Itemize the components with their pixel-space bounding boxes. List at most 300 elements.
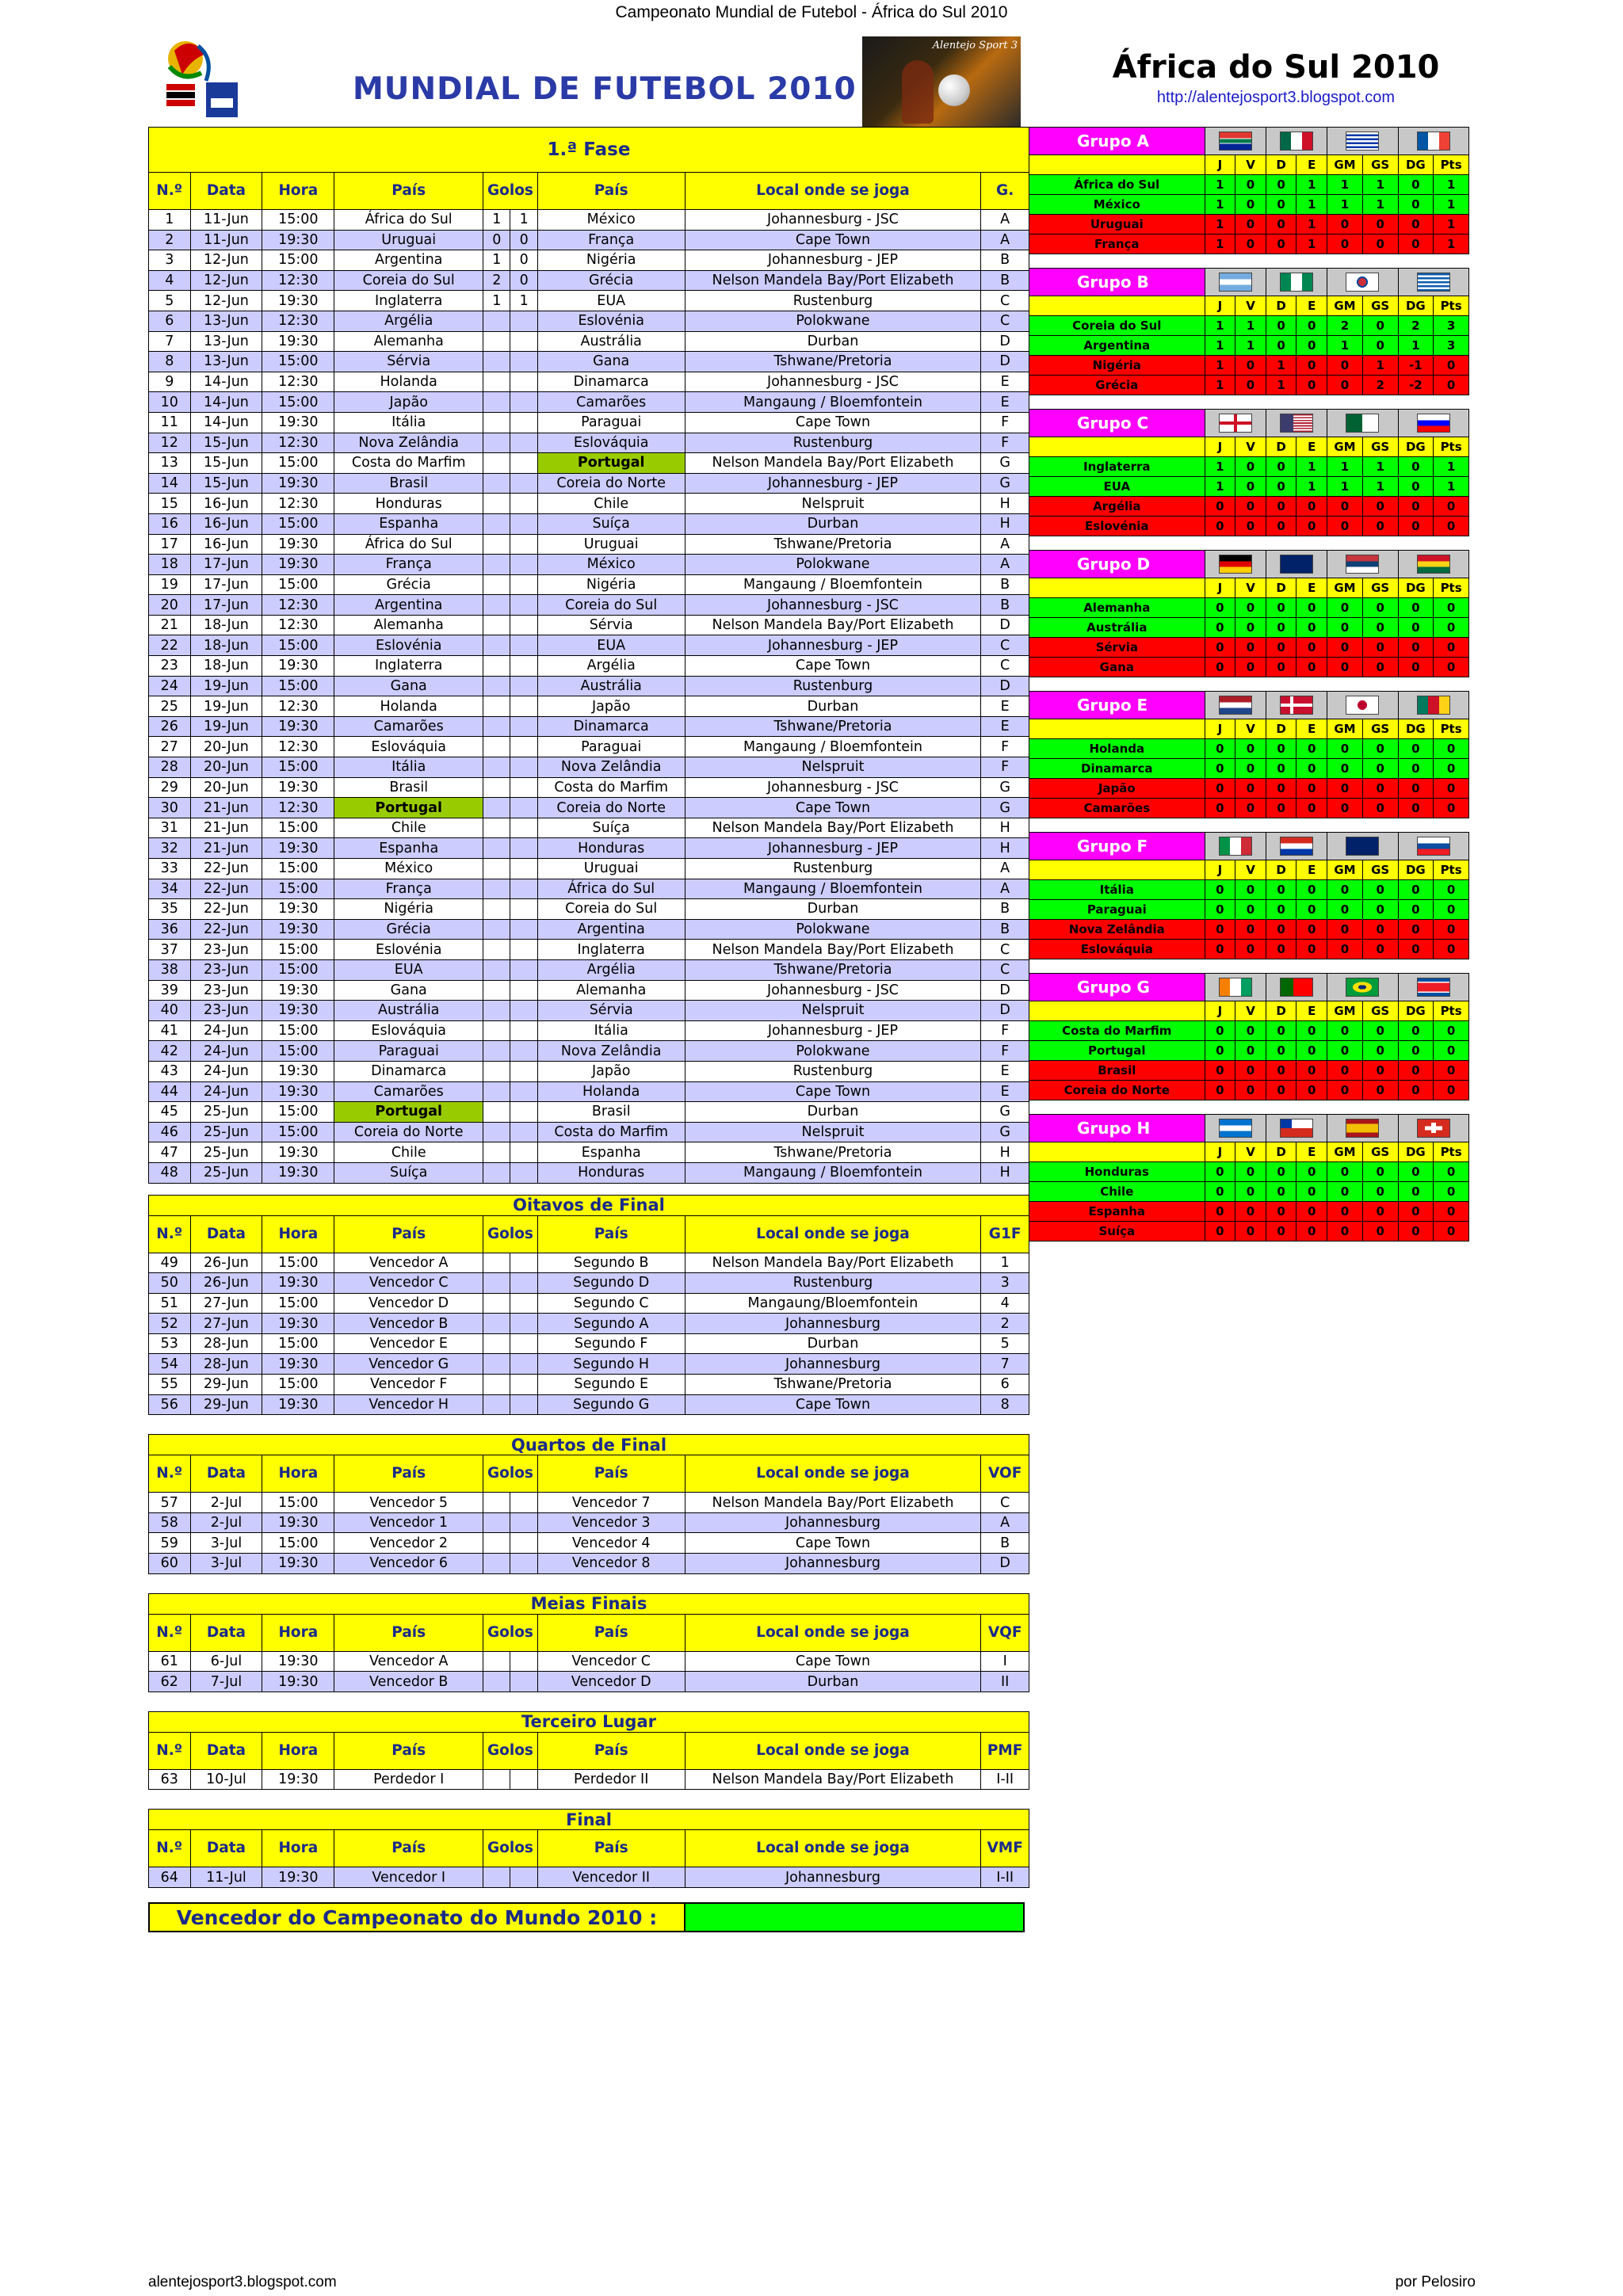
chile-flag-icon <box>1280 1119 1313 1138</box>
section-title-row <box>149 1810 1029 1830</box>
match-number: 41 <box>149 1020 191 1041</box>
match-time: 19:30 <box>262 1001 334 1021</box>
section-title: Terceiro Lugar <box>149 1711 1029 1732</box>
away-team: Segundo G <box>537 1394 685 1415</box>
team-name: Coreia do Norte <box>1029 1081 1205 1100</box>
home-goals <box>483 1142 510 1163</box>
match-time: 15:00 <box>262 1493 334 1513</box>
standing-row <box>1029 1222 1469 1241</box>
stat-value: 0 <box>1398 1021 1434 1041</box>
stat-value: 0 <box>1434 759 1469 779</box>
stat-value: 1 <box>1327 336 1363 356</box>
group: H <box>981 1162 1029 1183</box>
stat-value: 0 <box>1205 1081 1235 1100</box>
stat-value: 0 <box>1398 658 1434 677</box>
home-team: Japão <box>334 392 483 413</box>
home-team: Espanha <box>334 838 483 859</box>
group: I-II <box>981 1769 1029 1790</box>
stat-value: 0 <box>1235 497 1266 517</box>
home-goals <box>483 818 510 838</box>
match-row <box>149 1394 1029 1415</box>
group-col-header: E <box>1296 296 1327 316</box>
venue: Durban <box>685 696 981 717</box>
stat-value: 1 <box>1266 356 1296 376</box>
stat-value: 0 <box>1266 920 1296 940</box>
ivory-coast-flag-icon <box>1219 978 1252 997</box>
home-goals <box>483 1493 510 1513</box>
champion-value[interactable] <box>685 1903 1024 1932</box>
home-team: Vencedor 5 <box>334 1493 483 1513</box>
match-date: 23-Jun <box>190 1001 262 1021</box>
away-team: Dinamarca <box>537 372 685 392</box>
stat-value: 0 <box>1398 759 1434 779</box>
match-row <box>149 473 1029 494</box>
match-row <box>149 1354 1029 1375</box>
away-team: Segundo C <box>537 1293 685 1314</box>
home-team: Vencedor E <box>334 1333 483 1354</box>
group: B <box>981 250 1029 271</box>
venue: Rustenburg <box>685 291 981 311</box>
group: D <box>981 1554 1029 1574</box>
home-team: Sérvia <box>334 352 483 372</box>
home-team: Austrália <box>334 1001 483 1021</box>
stat-value: 1 <box>1205 336 1235 356</box>
team-name: Eslováquia <box>1029 940 1205 959</box>
group-name: Grupo G <box>1029 974 1205 1001</box>
match-row <box>149 574 1029 595</box>
group-columns-row <box>1029 860 1469 880</box>
stat-value: 0 <box>1296 940 1327 959</box>
group: C <box>981 656 1029 677</box>
stat-value: 3 <box>1434 336 1469 356</box>
blank-header <box>1029 155 1205 175</box>
away-goals <box>510 1273 537 1294</box>
new-zealand-flag-icon <box>1346 837 1379 856</box>
spain-flag-icon <box>1346 1119 1379 1138</box>
venue: Mangaung / Bloemfontein <box>685 574 981 595</box>
home-goals <box>483 1061 510 1081</box>
stat-value: 0 <box>1398 1202 1434 1222</box>
stat-value: 0 <box>1362 1061 1398 1081</box>
match-row <box>149 1554 1029 1574</box>
match-row <box>149 1293 1029 1314</box>
match-number: 50 <box>149 1273 191 1294</box>
home-team: Grécia <box>334 574 483 595</box>
team-name: Uruguai <box>1029 215 1205 235</box>
stat-value: 1 <box>1362 175 1398 195</box>
group: A <box>981 879 1029 899</box>
away-team: Segundo F <box>537 1333 685 1354</box>
stat-value: 0 <box>1266 1081 1296 1100</box>
match-date: 20-Jun <box>190 777 262 798</box>
match-time: 19:30 <box>262 1142 334 1163</box>
match-time: 15:00 <box>262 635 334 656</box>
home-team: Brasil <box>334 473 483 494</box>
stat-value: 0 <box>1266 618 1296 638</box>
home-team: México <box>334 859 483 879</box>
flag-cell <box>1398 128 1468 155</box>
group: C <box>981 959 1029 980</box>
away-goals <box>510 696 537 717</box>
match-time: 15:00 <box>262 1102 334 1123</box>
flag-cell <box>1205 269 1266 296</box>
venue: Nelson Mandela Bay/Port Elizabeth <box>685 270 981 291</box>
match-time: 15:00 <box>262 818 334 838</box>
away-goals <box>510 1533 537 1554</box>
away-team: Holanda <box>537 1081 685 1102</box>
stat-value: 1 <box>1205 215 1235 235</box>
group: I-II <box>981 1867 1029 1888</box>
stat-value: 0 <box>1235 1081 1266 1100</box>
match-row <box>149 959 1029 980</box>
stat-value: 0 <box>1266 940 1296 959</box>
standing-row <box>1029 618 1469 638</box>
stat-value: 0 <box>1296 1162 1327 1182</box>
stat-value: 0 <box>1327 215 1363 235</box>
away-team: Argélia <box>537 959 685 980</box>
away-goals <box>510 737 537 757</box>
group: G <box>981 777 1029 798</box>
stat-value: 0 <box>1296 598 1327 618</box>
away-team: Suíça <box>537 818 685 838</box>
team-name: Holanda <box>1029 739 1205 759</box>
match-date: 29-Jun <box>190 1394 262 1415</box>
team-name: Coreia do Sul <box>1029 316 1205 336</box>
group: 7 <box>981 1354 1029 1375</box>
match-time: 19:30 <box>262 1651 334 1672</box>
home-goals <box>483 1162 510 1183</box>
stat-value: 0 <box>1296 799 1327 818</box>
group-header-row <box>1029 974 1469 1001</box>
group: 1 <box>981 1253 1029 1273</box>
venue: Rustenburg <box>685 1273 981 1294</box>
home-team: Portugal <box>334 1102 483 1123</box>
standing-row <box>1029 940 1469 959</box>
away-goals <box>510 980 537 1001</box>
stat-value: 0 <box>1266 235 1296 254</box>
away-goals <box>510 656 537 677</box>
match-number: 1 <box>149 210 191 231</box>
group: G <box>981 798 1029 818</box>
header-date: Data <box>190 1830 262 1867</box>
group-col-header: GM <box>1327 578 1363 598</box>
flag-cell <box>1398 1115 1468 1142</box>
match-time: 15:00 <box>262 1333 334 1354</box>
home-team: Vencedor 6 <box>334 1554 483 1574</box>
group-col-header: Pts <box>1434 1001 1469 1021</box>
stat-value: 0 <box>1235 638 1266 658</box>
stat-value: 0 <box>1362 759 1398 779</box>
header-home-team: País <box>334 1614 483 1651</box>
match-row <box>149 494 1029 514</box>
stat-value: 0 <box>1266 1182 1296 1202</box>
flag-cell <box>1327 692 1398 719</box>
standing-row <box>1029 195 1469 215</box>
header-date: Data <box>190 1215 262 1253</box>
section-title: Meias Finais <box>149 1593 1029 1614</box>
match-number: 35 <box>149 899 191 920</box>
match-time: 19:30 <box>262 230 334 250</box>
section-title-row <box>149 128 1029 173</box>
column-header-row <box>149 1830 1029 1867</box>
header-home-team: País <box>334 1455 483 1493</box>
venue: Durban <box>685 1102 981 1123</box>
home-team: Coreia do Norte <box>334 1122 483 1142</box>
stat-value: 0 <box>1327 900 1363 920</box>
match-number: 64 <box>149 1867 191 1888</box>
home-team: Camarões <box>334 1081 483 1102</box>
away-team: Segundo H <box>537 1354 685 1375</box>
section-title: Quartos de Final <box>149 1435 1029 1455</box>
away-team: Grécia <box>537 270 685 291</box>
section-title-row <box>149 1593 1029 1614</box>
team-name: África do Sul <box>1029 175 1205 195</box>
group: C <box>981 940 1029 960</box>
stat-value: 0 <box>1205 799 1235 818</box>
group: G <box>981 1122 1029 1142</box>
stat-value: 0 <box>1398 779 1434 799</box>
away-team: Uruguai <box>537 859 685 879</box>
group-table <box>1029 409 1469 536</box>
team-name: Japão <box>1029 779 1205 799</box>
match-number: 18 <box>149 555 191 575</box>
stat-value: 0 <box>1296 759 1327 779</box>
stat-value: 1 <box>1205 477 1235 497</box>
stat-value: 0 <box>1235 457 1266 477</box>
stat-value: 0 <box>1327 376 1363 395</box>
standing-row <box>1029 497 1469 517</box>
home-goals: 0 <box>483 230 510 250</box>
away-goals <box>510 1020 537 1041</box>
match-row <box>149 352 1029 372</box>
stat-value: 0 <box>1434 880 1469 900</box>
footer-right: por Pelosiro <box>1395 2274 1476 2290</box>
away-team: Nova Zelândia <box>537 1041 685 1062</box>
home-team: Suíça <box>334 1162 483 1183</box>
group: C <box>981 291 1029 311</box>
stat-value: 0 <box>1266 638 1296 658</box>
group: B <box>981 270 1029 291</box>
header-group: G1F <box>981 1215 1029 1253</box>
home-goals <box>483 798 510 818</box>
match-date: 26-Jun <box>190 1273 262 1294</box>
header-group: VMF <box>981 1830 1029 1867</box>
home-team: Vencedor A <box>334 1253 483 1273</box>
match-number: 13 <box>149 453 191 474</box>
match-row <box>149 1041 1029 1062</box>
stat-value: 0 <box>1327 1222 1363 1241</box>
match-time: 15:00 <box>262 1122 334 1142</box>
stat-value: 0 <box>1327 880 1363 900</box>
match-row <box>149 716 1029 737</box>
away-team: Vencedor 8 <box>537 1554 685 1574</box>
section-spacer <box>149 1183 1029 1195</box>
stat-value: 0 <box>1362 316 1398 336</box>
group: A <box>981 230 1029 250</box>
column-header-row <box>149 1455 1029 1493</box>
stat-value: 0 <box>1434 739 1469 759</box>
photo-caption: Alentejo Sport 3 <box>932 40 1018 51</box>
slovakia-flag-icon <box>1417 837 1450 856</box>
venue: Johannesburg - JEP <box>685 250 981 271</box>
away-team: Austrália <box>537 331 685 352</box>
stat-value: 1 <box>1205 316 1235 336</box>
stat-value: 0 <box>1398 638 1434 658</box>
group: C <box>981 311 1029 331</box>
match-date: 27-Jun <box>190 1293 262 1314</box>
home-goals <box>483 1375 510 1395</box>
blank-header <box>1029 1001 1205 1021</box>
match-number: 36 <box>149 919 191 940</box>
team-name: Sérvia <box>1029 638 1205 658</box>
group-table <box>1029 127 1469 254</box>
match-time: 15:00 <box>262 959 334 980</box>
stat-value: 0 <box>1235 235 1266 254</box>
header-venue: Local onde se joga <box>685 1732 981 1769</box>
south-korea-flag-icon <box>1346 273 1379 292</box>
home-team: Holanda <box>334 696 483 717</box>
stat-value: 0 <box>1434 799 1469 818</box>
stat-value: 1 <box>1434 477 1469 497</box>
home-goals <box>483 513 510 534</box>
stat-value: 0 <box>1398 477 1434 497</box>
stat-value: 1 <box>1205 356 1235 376</box>
stat-value: 0 <box>1296 658 1327 677</box>
venue: Cape Town <box>685 1533 981 1554</box>
stat-value: 0 <box>1266 598 1296 618</box>
match-time: 12:30 <box>262 595 334 616</box>
venue: Nelson Mandela Bay/Port Elizabeth <box>685 615 981 635</box>
home-goals <box>483 716 510 737</box>
stat-value: 0 <box>1296 880 1327 900</box>
venue: Johannesburg - JEP <box>685 635 981 656</box>
stat-value: 0 <box>1434 1182 1469 1202</box>
match-row <box>149 534 1029 555</box>
match-row <box>149 555 1029 575</box>
stat-value: 0 <box>1362 1041 1398 1061</box>
section-title: Oitavos de Final <box>149 1195 1029 1215</box>
match-time: 15:00 <box>262 1533 334 1554</box>
blank-header <box>1029 719 1205 739</box>
match-number: 39 <box>149 980 191 1001</box>
stat-value: 0 <box>1205 759 1235 779</box>
stat-value: 0 <box>1327 779 1363 799</box>
standing-row <box>1029 799 1469 818</box>
match-date: 13-Jun <box>190 331 262 352</box>
match-time: 19:30 <box>262 412 334 433</box>
home-goals <box>483 1512 510 1533</box>
venue: Polokwane <box>685 555 981 575</box>
match-date: 19-Jun <box>190 716 262 737</box>
away-team: Japão <box>537 696 685 717</box>
header-time: Hora <box>262 173 334 210</box>
match-time: 12:30 <box>262 372 334 392</box>
stat-value: 0 <box>1327 1162 1363 1182</box>
match-row <box>149 1001 1029 1021</box>
stat-value: 0 <box>1266 759 1296 779</box>
group-col-header: DG <box>1398 437 1434 457</box>
stat-value: 1 <box>1235 336 1266 356</box>
stat-value: 0 <box>1434 900 1469 920</box>
match-date: 16-Jun <box>190 534 262 555</box>
group-name: Grupo E <box>1029 692 1205 719</box>
away-team: Inglaterra <box>537 940 685 960</box>
home-team: Gana <box>334 980 483 1001</box>
stat-value: 0 <box>1327 940 1363 959</box>
stat-value: 0 <box>1205 1041 1235 1061</box>
stat-value: 1 <box>1296 175 1327 195</box>
header-away-team: País <box>537 1455 685 1493</box>
standing-row <box>1029 376 1469 395</box>
match-row <box>149 656 1029 677</box>
stat-value: 0 <box>1235 940 1266 959</box>
team-name: Alemanha <box>1029 598 1205 618</box>
match-date: 18-Jun <box>190 656 262 677</box>
stat-value: 0 <box>1434 356 1469 376</box>
match-row <box>149 980 1029 1001</box>
standing-row <box>1029 658 1469 677</box>
match-number: 55 <box>149 1375 191 1395</box>
venue: Tshwane/Pretoria <box>685 352 981 372</box>
south-africa-flag-icon <box>1219 132 1252 151</box>
switzerland-flag-icon <box>1417 1119 1450 1138</box>
match-number: 34 <box>149 879 191 899</box>
venue: Johannesburg - JSC <box>685 777 981 798</box>
away-team: Coreia do Sul <box>537 899 685 920</box>
match-date: 12-Jun <box>190 291 262 311</box>
match-time: 19:30 <box>262 1081 334 1102</box>
match-number: 24 <box>149 676 191 696</box>
home-goals <box>483 433 510 453</box>
stat-value: 0 <box>1398 517 1434 536</box>
group-col-header: DG <box>1398 860 1434 880</box>
team-name: Austrália <box>1029 618 1205 638</box>
stat-value: 0 <box>1296 618 1327 638</box>
match-number: 45 <box>149 1102 191 1123</box>
stat-value: 1 <box>1296 457 1327 477</box>
group-col-header: J <box>1205 1142 1235 1162</box>
away-goals <box>510 1354 537 1375</box>
away-team: Suíça <box>537 513 685 534</box>
group: B <box>981 919 1029 940</box>
germany-flag-icon <box>1219 555 1252 574</box>
match-row <box>149 372 1029 392</box>
group-col-header: DG <box>1398 719 1434 739</box>
match-time: 19:30 <box>262 777 334 798</box>
group: A <box>981 859 1029 879</box>
away-team: Costa do Marfim <box>537 777 685 798</box>
match-date: 22-Jun <box>190 899 262 920</box>
group-col-header: V <box>1235 1142 1266 1162</box>
away-goals <box>510 1122 537 1142</box>
group-col-header: GS <box>1362 296 1398 316</box>
stat-value: 0 <box>1398 900 1434 920</box>
match-row <box>149 1493 1029 1513</box>
away-goals <box>510 676 537 696</box>
team-name: Eslovénia <box>1029 517 1205 536</box>
venue: Polokwane <box>685 919 981 940</box>
stat-value: 1 <box>1327 477 1363 497</box>
venue: Mangaung / Bloemfontein <box>685 1162 981 1183</box>
match-row <box>149 940 1029 960</box>
group-columns-row <box>1029 578 1469 598</box>
stat-value: 0 <box>1398 1081 1434 1100</box>
blog-link[interactable]: http://alentejosport3.blogspot.com <box>1156 89 1396 106</box>
away-team: Coreia do Sul <box>537 595 685 616</box>
match-date: 17-Jun <box>190 574 262 595</box>
venue: Nelson Mandela Bay/Port Elizabeth <box>685 818 981 838</box>
venue: Rustenburg <box>685 859 981 879</box>
